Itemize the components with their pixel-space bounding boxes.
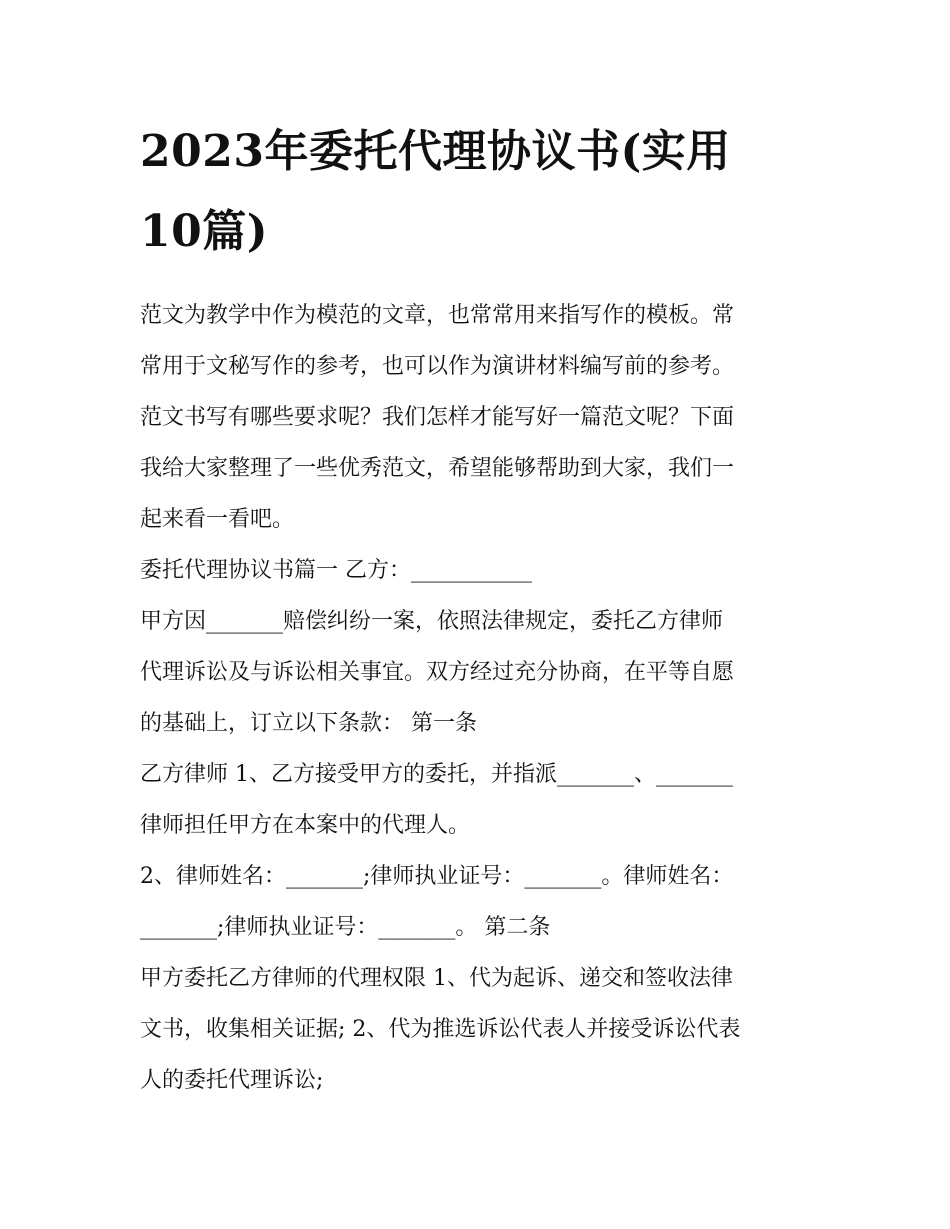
title-line: 2023年委托代理协议书(实用	[140, 126, 731, 177]
body-line: 常用于文秘写作的参考，也可以作为演讲材料编写前的参考。	[140, 354, 735, 379]
document-title	[140, 112, 812, 272]
body-line: 文书，收集相关证据; 2、代为推选诉讼代表人并接受诉讼代表	[140, 1017, 741, 1042]
body-line: 的基础上，订立以下条款： 第一条	[140, 711, 477, 736]
section-heading-line: 委托代理协议书篇一 乙方：___________	[140, 558, 532, 583]
document-body	[140, 290, 812, 1106]
body-line: 起来看一看吧。	[140, 507, 295, 532]
body-line: 2、律师姓名：_______;律师执业证号：_______。律师姓名：	[140, 864, 734, 889]
body-line: 甲方委托乙方律师的代理权限 1、代为起诉、递交和签收法律	[140, 966, 733, 991]
body-line: 乙方律师 1、乙方接受甲方的委托，并指派_______、_______	[140, 762, 733, 787]
body-line: 甲方因_______赔偿纠纷一案，依照法律规定，委托乙方律师	[140, 609, 724, 634]
body-line: 代理诉讼及与诉讼相关事宜。双方经过充分协商，在平等自愿	[140, 660, 735, 685]
body-line: 范文为教学中作为模范的文章，也常常用来指写作的模板。常	[140, 303, 735, 328]
document-content	[140, 112, 812, 1106]
body-line: _______;律师执业证号：_______。 第二条	[140, 915, 551, 940]
title-line: 10篇)	[140, 206, 269, 257]
body-line: 人的委托代理诉讼;	[140, 1068, 324, 1093]
body-line: 律师担任甲方在本案中的代理人。	[140, 813, 471, 838]
body-line: 范文书写有哪些要求呢？我们怎样才能写好一篇范文呢？下面	[140, 405, 735, 430]
body-line: 我给大家整理了一些优秀范文，希望能够帮助到大家，我们一	[140, 456, 735, 481]
